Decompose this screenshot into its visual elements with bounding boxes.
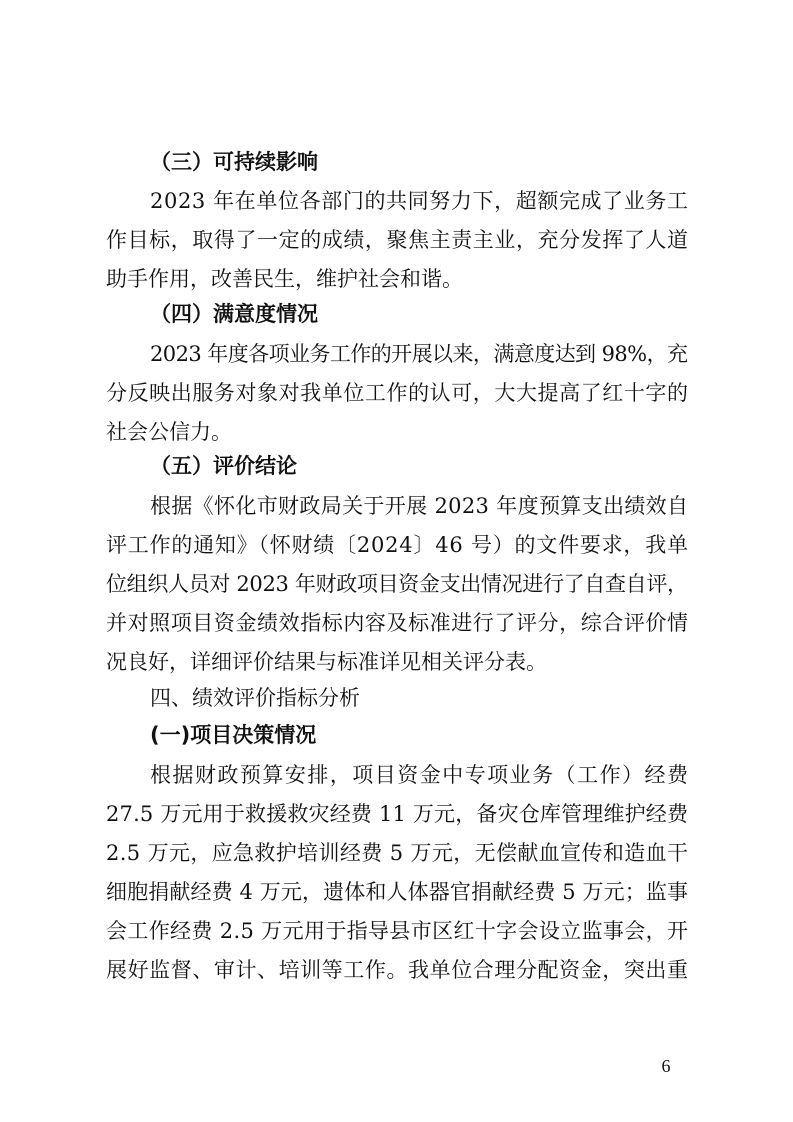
paragraph-text: 位组织人员对 2023 年财政项目资金支出情况进行了自查自评，: [106, 572, 688, 596]
paragraph-line: [0, 757, 793, 793]
paragraph-line: [0, 644, 793, 680]
paragraph-line: [0, 566, 793, 602]
section4-heading-line: [0, 296, 793, 332]
paragraph-text: 展好监督、审计、培训等工作。我单位合理分配资金，突出重: [106, 958, 689, 982]
paragraph-line: [0, 183, 793, 219]
section4-heading: （四）满意度情况: [150, 302, 318, 326]
section5-heading: （五）评价结论: [150, 454, 297, 478]
paragraph-text: 细胞捐献经费 4 万元，遗体和人体器官捐献经费 5 万元；监事: [106, 880, 689, 904]
paragraph-text: 况良好，详细评价结果与标准详见相关评分表。: [106, 650, 547, 674]
section3-heading: （三）可持续影响: [150, 150, 318, 174]
paragraph-text: 会工作经费 2.5 万元用于指导县市区红十字会设立监事会，开: [106, 919, 689, 943]
paragraph-line: [0, 796, 793, 832]
paragraph-text: 评工作的通知》（怀财绩〔2024〕46 号）的文件要求，我单: [106, 533, 689, 557]
part4-heading-line: [0, 680, 793, 716]
paragraph-text: 2023 年在单位各部门的共同努力下，超额完成了业务工: [150, 189, 689, 213]
paragraph-text: 分反映出服务对象对我单位工作的认可，大大提高了红十字的: [106, 381, 689, 405]
paragraph-line: [0, 835, 793, 871]
paragraph-line: [0, 527, 793, 563]
paragraph-text: 根据财政预算安排，项目资金中专项业务（工作）经费: [150, 763, 690, 787]
paragraph-text: 并对照项目资金绩效指标内容及标准进行了评分，综合评价情: [106, 611, 689, 635]
paragraph-line: [0, 336, 793, 372]
paragraph-line: [0, 605, 793, 641]
paragraph-text: 27.5 万元用于救援救灾经费 11 万元，备灾仓库管理维护经费: [106, 802, 689, 826]
part4-heading: 四、绩效评价指标分析: [150, 686, 360, 710]
paragraph-line: [0, 222, 793, 258]
paragraph-line: [0, 375, 793, 411]
paragraph-line: [0, 261, 793, 297]
section3-heading-line: [0, 144, 793, 180]
paragraph-line: [0, 913, 793, 949]
paragraph-line: [0, 952, 793, 988]
paragraph-text: 2.5 万元，应急救护培训经费 5 万元，无偿献血宣传和造血干: [106, 841, 689, 865]
paragraph-text: 作目标，取得了一定的成绩，聚焦主责主业，充分发挥了人道: [106, 228, 689, 252]
paragraph-line: [0, 488, 793, 524]
paragraph-line: [0, 874, 793, 910]
paragraph-text: 助手作用，改善民生，维护社会和谐。: [106, 267, 463, 291]
subsection1-heading-line: [0, 717, 793, 753]
paragraph-line: [0, 414, 793, 450]
page-number: 6: [661, 1056, 671, 1076]
paragraph-text: 2023 年度各项业务工作的开展以来，满意度达到 98%，充: [150, 342, 688, 366]
subsection1-heading: (一)项目决策情况: [150, 723, 317, 747]
section5-heading-line: [0, 448, 793, 484]
paragraph-text: 社会公信力。: [106, 420, 232, 444]
paragraph-text: 根据《怀化市财政局关于开展 2023 年度预算支出绩效自: [150, 494, 689, 518]
